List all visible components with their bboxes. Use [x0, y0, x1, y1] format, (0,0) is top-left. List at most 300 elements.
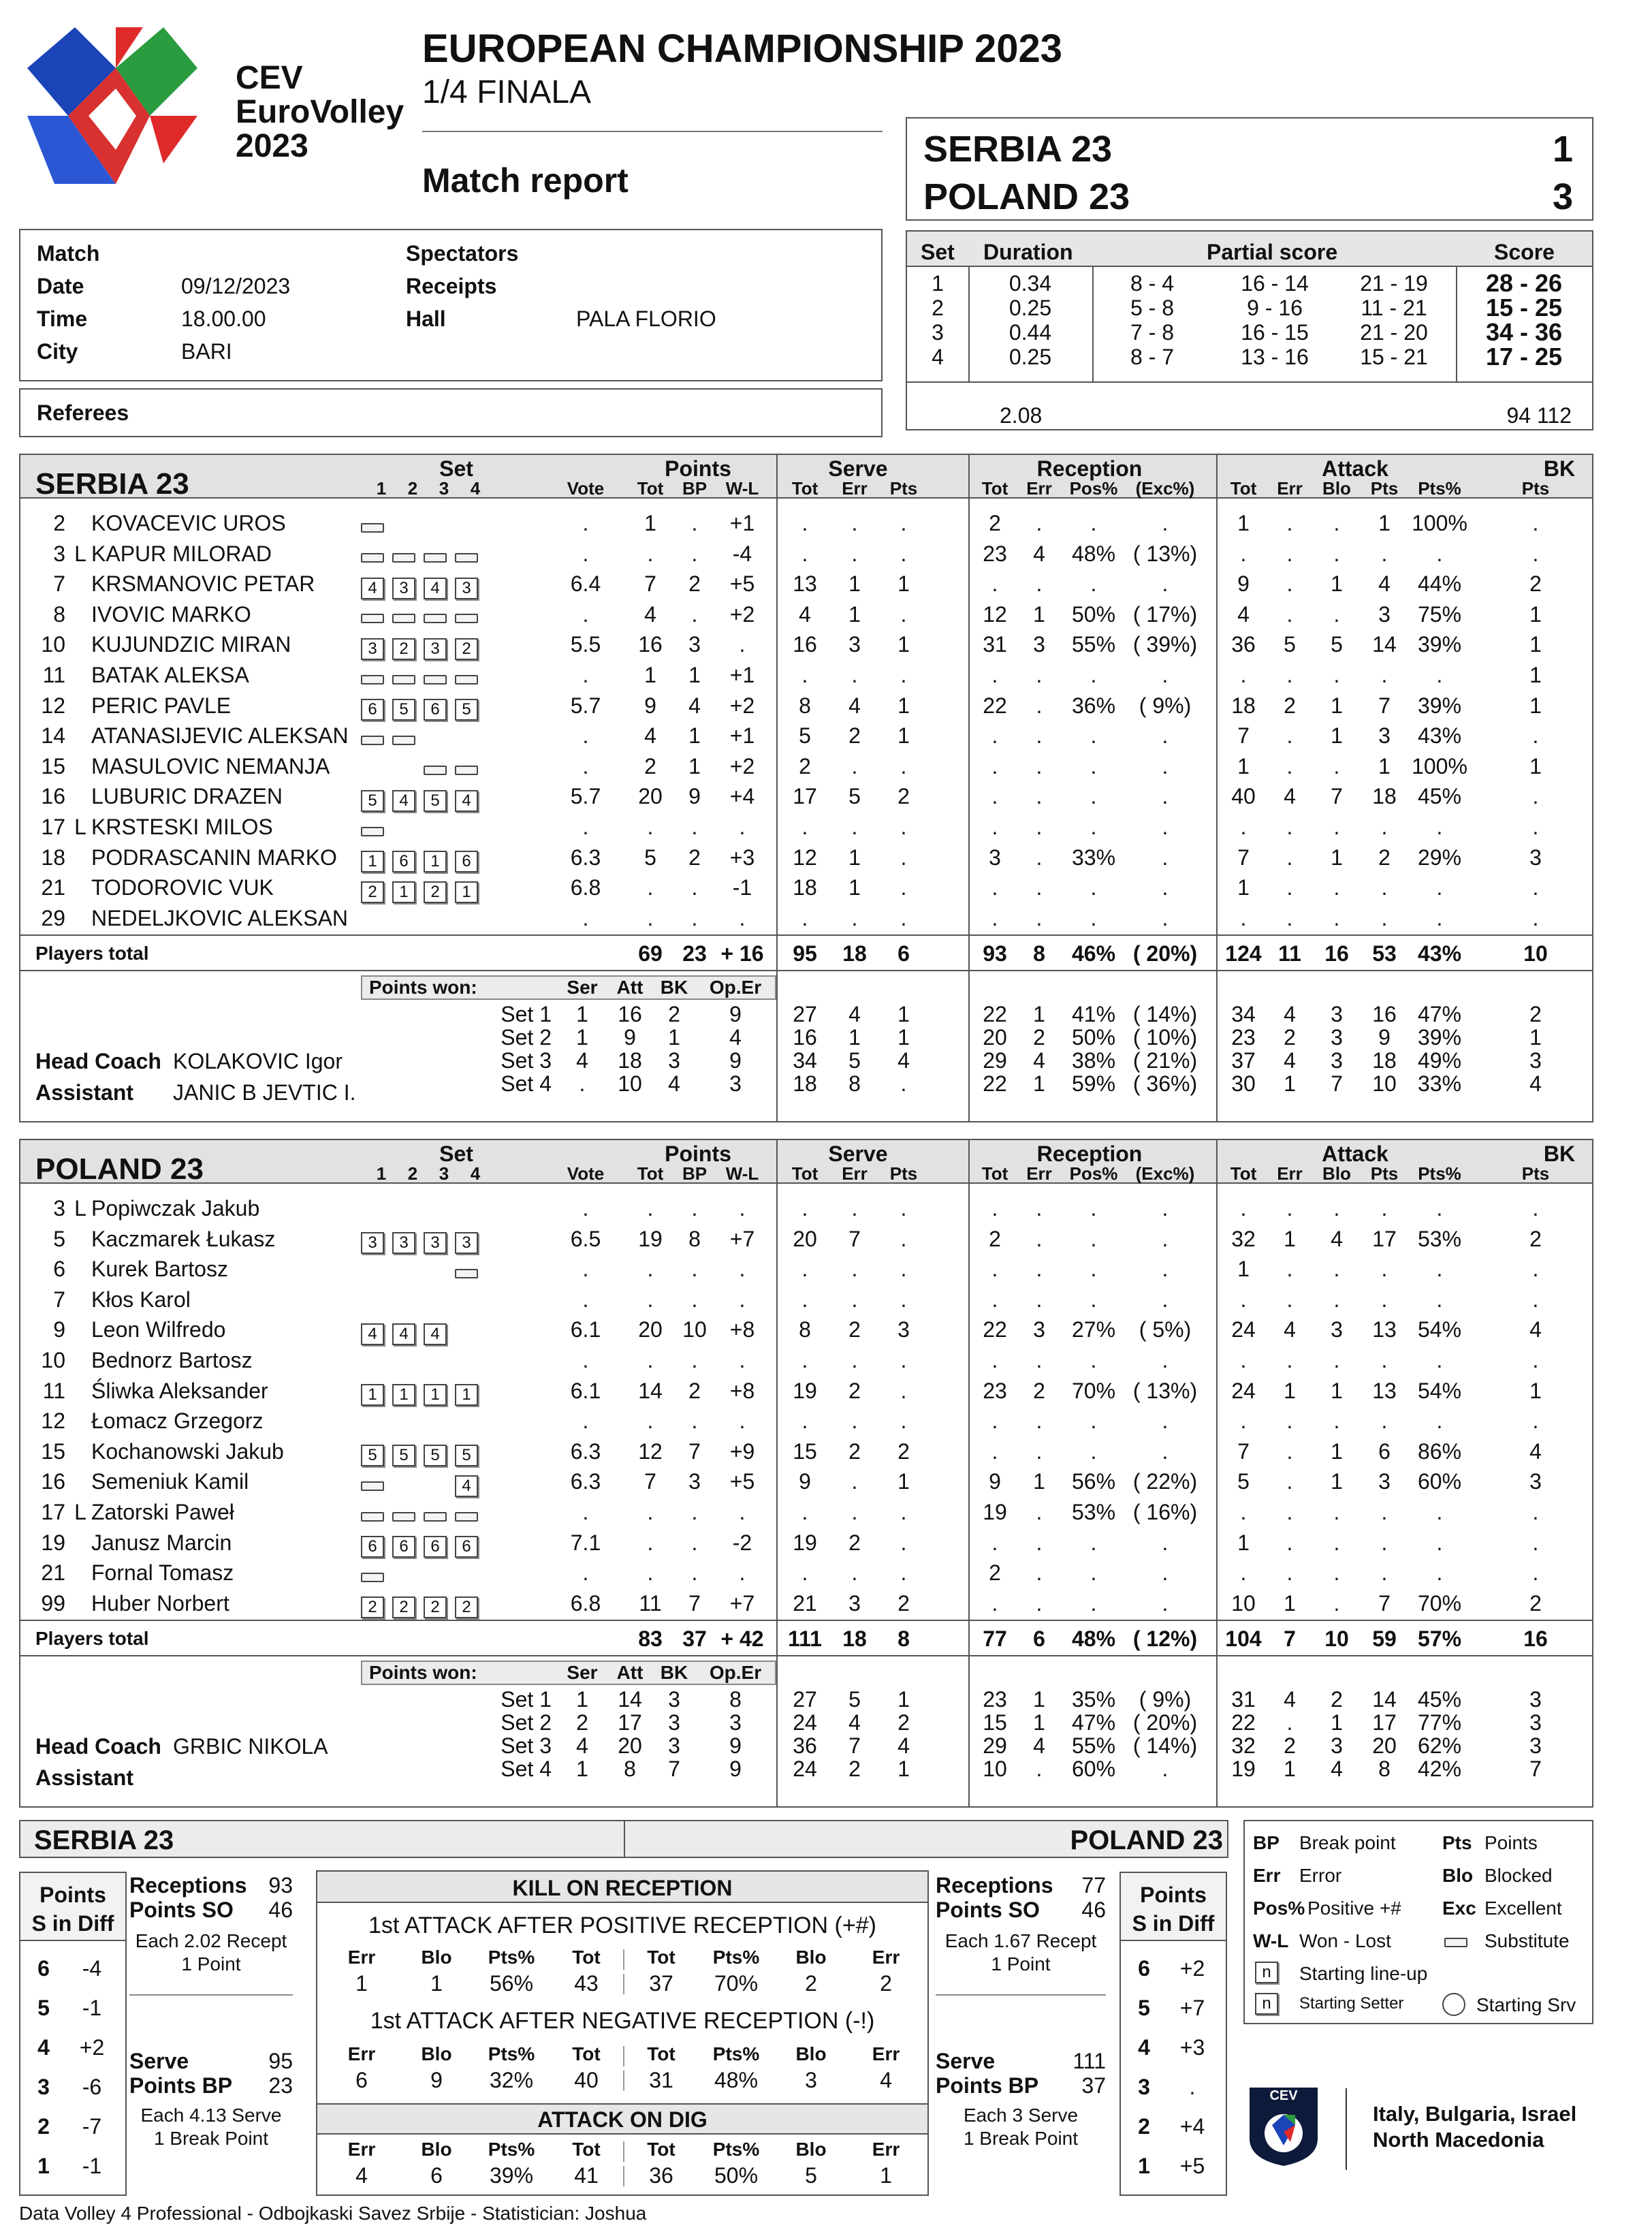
starting-position: 3: [361, 1232, 384, 1254]
legend-sub-icon: [1442, 1930, 1470, 1952]
rotation-number: 6: [37, 1956, 50, 1981]
stat-pt: .: [647, 815, 654, 839]
set-rt: 10: [983, 1757, 1007, 1782]
set-ab: 3: [1331, 1048, 1343, 1073]
set-partial-16: 16 - 14: [1241, 271, 1309, 296]
set-lineup: [357, 875, 482, 905]
kor-header: Err: [347, 2139, 376, 2160]
stat-apc: 54%: [1417, 1317, 1462, 1342]
starting-position: 1: [424, 1384, 447, 1406]
stat-ae: 4: [1284, 1317, 1296, 1342]
stat-bk: .: [1532, 1257, 1539, 1282]
total-bk: 10: [1523, 941, 1548, 966]
set-partial-8: 8 - 4: [1130, 271, 1175, 296]
stat-bp: .: [691, 905, 698, 930]
rotation-row: [20, 2145, 125, 2186]
neg-title: 1st ATTACK AFTER NEGATIVE RECEPTION (-!): [370, 2008, 875, 2034]
total-re: 8: [1033, 941, 1045, 966]
set-ser: 1: [576, 1687, 588, 1712]
kor-value: 36: [649, 2163, 673, 2188]
stat-st: 9: [799, 1469, 811, 1494]
set-rp: 60%: [1071, 1757, 1116, 1782]
stat-se: .: [851, 541, 858, 566]
stat-ae: .: [1286, 1348, 1293, 1372]
set-ap: 18: [1372, 1048, 1397, 1073]
stat-rp: 27%: [1071, 1317, 1116, 1342]
total-points: 94 112: [1506, 403, 1572, 428]
stat-bp: 3: [688, 1469, 701, 1494]
stat-rx: ( 17%): [1132, 601, 1198, 627]
set-apc: 33%: [1417, 1071, 1462, 1097]
set-sp: 4: [898, 1048, 910, 1073]
stat-rp: .: [1090, 1560, 1097, 1586]
set-partial-16: 16 - 15: [1241, 320, 1309, 345]
stat-rx: .: [1162, 875, 1169, 900]
player-number: 15: [41, 1438, 65, 1464]
stat-pt: 1: [644, 663, 656, 687]
set-digit: 3: [439, 478, 449, 499]
stat-rx: ( 13%): [1132, 541, 1198, 566]
kor-header: Pts%: [488, 2043, 535, 2064]
libero-mark: L: [74, 1500, 86, 1524]
sets-hdr-duration: Duration: [983, 240, 1073, 264]
kor-value: 31: [649, 2068, 673, 2092]
header-pts: Pts: [1521, 1163, 1550, 1184]
header-pos: Pos%: [1069, 1163, 1118, 1184]
stat-rx: .: [1162, 753, 1169, 778]
stat-v: .: [582, 541, 589, 566]
set-partial-21: 21 - 19: [1360, 271, 1428, 296]
set-ab: 3: [1331, 1733, 1343, 1759]
stat-re: .: [1036, 693, 1043, 718]
set-att: 18: [618, 1048, 642, 1073]
stat-wl: +2: [729, 753, 755, 778]
stat-v: 5.7: [570, 693, 601, 718]
player-number: 16: [41, 784, 65, 809]
total-apc: 43%: [1417, 941, 1462, 966]
stat-se: 2: [848, 723, 861, 749]
stat-st: 17: [793, 784, 817, 809]
set-ab: 3: [1331, 1025, 1343, 1050]
stat-rp: 36%: [1071, 693, 1116, 718]
starting-position: 4: [392, 1323, 415, 1345]
set-ser: .: [579, 1071, 586, 1097]
starting-position: 5: [392, 699, 415, 721]
stat-ap: .: [1381, 1409, 1388, 1434]
stat-bp: .: [691, 1287, 698, 1312]
stat-rp: .: [1090, 1590, 1097, 1616]
substitute-icon: [361, 675, 384, 685]
stat-sp: 1: [898, 571, 910, 597]
player-number: 16: [41, 1469, 65, 1494]
stat-ae: .: [1286, 723, 1293, 749]
total-sp: 6: [898, 941, 910, 966]
set-oper: 3: [729, 1710, 742, 1735]
set-st: 34: [793, 1048, 817, 1073]
stat-sp: .: [900, 601, 907, 627]
stat-v: .: [582, 815, 589, 839]
stat-st: .: [801, 1500, 808, 1524]
set-lineup: [357, 1227, 482, 1257]
set-partial-8: 7 - 8: [1130, 320, 1175, 345]
stat-at: .: [1240, 541, 1247, 566]
legend-blo-text: Blocked: [1484, 1865, 1553, 1886]
stat-rx: ( 9%): [1139, 693, 1192, 718]
stat-pt: 12: [638, 1438, 663, 1464]
stat-rt: .: [991, 723, 998, 749]
player-name: KUJUNDZIC MIRAN: [91, 632, 291, 657]
rotation-diff: -1: [82, 2154, 102, 2178]
set-partial-16: 9 - 16: [1247, 296, 1303, 320]
set-lineup: [357, 1196, 482, 1226]
set-label: Set 2: [501, 1025, 552, 1050]
stat-bk: 1: [1529, 753, 1542, 778]
total-re: 6: [1033, 1626, 1045, 1652]
starting-position: 1: [424, 851, 447, 872]
points-won-header: Points won:: [369, 977, 477, 998]
set-label: Set 1: [501, 1002, 552, 1027]
stat-ab: .: [1333, 1590, 1340, 1616]
stat-rec-label: Receptions: [129, 1873, 247, 1898]
players-total-label: Players total: [35, 1628, 149, 1650]
header-exc: (Exc%): [1135, 478, 1195, 499]
stat-se: .: [851, 905, 858, 930]
set-se: 2: [848, 1757, 861, 1782]
stat-one-bp: 1 Break Point: [153, 2128, 269, 2149]
stat-bp: 1: [688, 753, 701, 778]
stat-rt: .: [991, 1287, 998, 1312]
starting-position: 4: [455, 790, 478, 812]
set-att: 16: [618, 1002, 642, 1027]
stat-at: 40: [1231, 784, 1256, 809]
set-lineup: [357, 754, 482, 784]
stat-at: 18: [1231, 693, 1256, 718]
set-at: 19: [1231, 1757, 1256, 1782]
stat-re: .: [1036, 1560, 1043, 1586]
header-pts: Pts: [889, 1163, 918, 1184]
set-lineup: [357, 906, 482, 936]
stat-serve: 95: [268, 2049, 293, 2073]
left-so-bp-stats: [129, 1873, 293, 2193]
stat-re: .: [1036, 511, 1043, 535]
stat-rx: ( 5%): [1139, 1317, 1192, 1342]
stat-sp: .: [900, 1409, 907, 1434]
set-label: Set 3: [501, 1733, 552, 1759]
stat-sp: .: [900, 1348, 907, 1372]
set-ae: 1: [1284, 1071, 1296, 1097]
stat-apc: 45%: [1417, 784, 1462, 809]
set-lineup: [357, 845, 482, 875]
stat-v: .: [582, 601, 589, 627]
stat-se: 4: [848, 693, 861, 718]
stat-pt: .: [647, 1530, 654, 1555]
result-box: [906, 117, 1593, 221]
legend-exc: Exc: [1442, 1898, 1476, 1919]
stat-v: .: [582, 1257, 589, 1282]
rotation-number: 4: [1138, 2035, 1150, 2060]
kor-value: 4: [880, 2068, 892, 2092]
set-bk-blocks: 3: [1529, 1710, 1542, 1735]
stat-v: .: [582, 753, 589, 778]
set-re: 1: [1033, 1071, 1045, 1097]
kor-header: Pts%: [712, 2139, 760, 2160]
set-ap: 9: [1378, 1025, 1391, 1050]
stat-rp: .: [1090, 511, 1097, 535]
stat-re: 3: [1033, 1317, 1045, 1342]
total-rt: 93: [983, 941, 1007, 966]
set-stat-row: [20, 1711, 1592, 1734]
stat-ab: .: [1333, 815, 1340, 839]
stat-ap: .: [1381, 1196, 1388, 1221]
set-bk: 3: [668, 1733, 680, 1759]
stat-st: 2: [799, 753, 811, 778]
player-row: [20, 1193, 1592, 1223]
set-att: 10: [618, 1071, 642, 1097]
stat-rx: .: [1162, 905, 1169, 930]
stat-wl: .: [739, 1409, 746, 1434]
stat-bp: 9: [688, 784, 701, 809]
kor-header: Blo: [421, 2043, 452, 2064]
substitute-icon: [392, 614, 415, 623]
stat-sp: 1: [898, 693, 910, 718]
stat-bk: 1: [1529, 693, 1542, 718]
player-name: LUBURIC DRAZEN: [91, 784, 283, 809]
starting-position: 3: [361, 638, 384, 660]
stat-rx: .: [1162, 1590, 1169, 1616]
stat-v: 6.8: [570, 1590, 601, 1616]
stat-rt: .: [991, 1409, 998, 1434]
set-bk: 3: [668, 1687, 680, 1712]
stat-apc: 75%: [1417, 601, 1462, 627]
set-lineup: [357, 1591, 482, 1621]
hall-value: PALA FLORIO: [576, 306, 716, 331]
total-ap: 59: [1372, 1626, 1397, 1652]
rotation-number: 1: [37, 2154, 50, 2178]
stat-one-point: 1 Point: [991, 1953, 1051, 1975]
stat-pt: .: [647, 1409, 654, 1434]
player-name: Śliwka Aleksander: [91, 1378, 268, 1403]
stat-wl: +2: [729, 601, 755, 627]
player-number: 7: [53, 571, 65, 597]
kor-title: KILL ON RECEPTION: [512, 1876, 733, 1900]
starting-position: 3: [455, 1232, 478, 1254]
starting-position: 4: [361, 578, 384, 599]
total-rx: ( 12%): [1132, 1626, 1198, 1652]
kor-header: Blo: [795, 1947, 827, 1968]
set-bk: 4: [668, 1071, 680, 1097]
stat-ae: .: [1286, 1287, 1293, 1312]
stat-at: 1: [1237, 753, 1250, 778]
stat-ae: .: [1286, 541, 1293, 566]
stat-apc: .: [1436, 1530, 1443, 1555]
points-won-header: BK: [660, 1662, 688, 1684]
stat-bp: 8: [688, 1226, 701, 1251]
stat-rx: .: [1162, 511, 1169, 535]
stat-ap: .: [1381, 1348, 1388, 1372]
header-pts: Pts: [1521, 478, 1550, 499]
stat-sp: 2: [898, 784, 910, 809]
referees-box: [19, 388, 883, 437]
stat-sp: 3: [898, 1317, 910, 1342]
player-name: Janusz Marcin: [91, 1530, 232, 1555]
header-vote: Vote: [567, 1163, 605, 1184]
stat-v: .: [582, 663, 589, 687]
players-total-label: Players total: [35, 943, 149, 964]
rotation-diff: -1: [82, 1996, 102, 2020]
stat-pt: 4: [644, 601, 656, 627]
stat-wl: +3: [729, 845, 755, 870]
stat-pbp: 23: [268, 2073, 293, 2098]
stat-st: 21: [793, 1590, 817, 1616]
referees-label: Referees: [37, 400, 129, 425]
stat-rx: .: [1162, 1438, 1169, 1464]
stat-v: .: [582, 1348, 589, 1372]
player-number: 99: [41, 1590, 65, 1616]
set-duration: 0.25: [1008, 296, 1052, 320]
header-tot: Tot: [981, 478, 1008, 499]
substitute-icon: [455, 766, 478, 775]
header-blo: Blo: [1322, 1163, 1351, 1184]
stat-rt: 23: [983, 1378, 1007, 1403]
player-name: PERIC PAVLE: [91, 693, 232, 718]
kor-value: 43: [574, 1971, 599, 1996]
kor-value: 48%: [714, 2068, 759, 2092]
legend-srv-icon: [1442, 1993, 1465, 2016]
stat-st: .: [801, 541, 808, 566]
city-label: City: [37, 339, 78, 364]
stat-v: 6.3: [570, 1469, 601, 1494]
stat-re: 4: [1033, 541, 1045, 566]
rotation-number: 4: [37, 2035, 50, 2060]
stat-ap: 13: [1372, 1317, 1397, 1342]
hall-label: Hall: [406, 306, 446, 331]
player-number: 21: [41, 875, 65, 900]
legend-bp-text: Break point: [1299, 1832, 1396, 1853]
set-digit: 1: [376, 1163, 387, 1184]
rotation-row: [1121, 2066, 1226, 2107]
stat-at: 7: [1237, 845, 1250, 870]
player-row: [20, 1497, 1592, 1527]
set-partial-21: 21 - 20: [1360, 320, 1428, 345]
set-label: Set 1: [501, 1687, 552, 1712]
points-won-header: Ser: [567, 977, 598, 998]
set-digit: 4: [470, 1163, 481, 1184]
set-ap: 17: [1372, 1710, 1397, 1735]
stat-re: .: [1036, 905, 1043, 930]
stat-ap: 17: [1372, 1226, 1397, 1251]
stat-v: 6.8: [570, 875, 601, 900]
player-name: Kurek Bartosz: [91, 1257, 228, 1282]
set-partial-8: 8 - 7: [1130, 345, 1175, 369]
stat-at: .: [1240, 815, 1247, 839]
players-total-row: [20, 939, 1592, 969]
stat-se: 7: [848, 1226, 861, 1251]
set-at: 23: [1231, 1025, 1256, 1050]
kor-value: 50%: [714, 2163, 759, 2188]
rotation-diff: +5: [1179, 2154, 1205, 2178]
stat-at: 36: [1231, 632, 1256, 657]
rotation-number: 2: [37, 2114, 50, 2139]
stat-rt: 12: [983, 601, 1007, 627]
header-tot: Tot: [1230, 478, 1257, 499]
set-ae: 4: [1284, 1687, 1296, 1712]
set-se: 8: [848, 1071, 861, 1097]
spectators-label: Spectators: [406, 241, 519, 266]
stat-apc: 39%: [1417, 632, 1462, 657]
player-number: 3: [53, 1196, 65, 1221]
stat-apc: .: [1436, 875, 1443, 900]
stat-apc: .: [1436, 1257, 1443, 1282]
stat-wl: +5: [729, 571, 755, 597]
head-coach-name: GRBIC NIKOLA: [173, 1734, 328, 1759]
player-row: [20, 1558, 1592, 1588]
stat-st: .: [801, 663, 808, 687]
stat-st: .: [801, 1560, 808, 1586]
stat-sp: .: [900, 1287, 907, 1312]
stat-bp: .: [691, 1348, 698, 1372]
stat-pt: 7: [644, 571, 656, 597]
stat-bk: .: [1532, 511, 1539, 535]
substitute-icon: [424, 766, 447, 775]
set-digit: 2: [407, 1163, 418, 1184]
kor-header: Tot: [572, 1947, 601, 1968]
set-stat-row: [20, 1026, 1592, 1049]
stat-wl: .: [739, 1196, 746, 1221]
header-pts: Pts: [889, 478, 918, 499]
stat-sp: .: [900, 1257, 907, 1282]
set-at: 31: [1231, 1687, 1256, 1712]
report-title: Match report: [422, 161, 629, 200]
stat-at: .: [1240, 905, 1247, 930]
substitute-icon: [361, 1481, 384, 1491]
player-number: 18: [41, 845, 65, 870]
stat-at: 4: [1237, 601, 1250, 627]
stat-bk: 1: [1529, 601, 1542, 627]
total-ae: 7: [1284, 1626, 1296, 1652]
stat-bk: 4: [1529, 1317, 1542, 1342]
stat-at: .: [1240, 1500, 1247, 1524]
kor-value: 1: [430, 1971, 443, 1996]
stat-serve-label: Serve: [129, 2049, 189, 2073]
set-apc: 77%: [1417, 1710, 1462, 1735]
stat-sp: .: [900, 753, 907, 778]
total-ap: 53: [1372, 941, 1397, 966]
starting-position: 4: [361, 1323, 384, 1345]
stat-at: 1: [1237, 1530, 1250, 1555]
kor-value: 1: [880, 2163, 892, 2188]
set-ae: 4: [1284, 1002, 1296, 1027]
kor-header: Pts%: [712, 2043, 760, 2064]
player-name: Semeniuk Kamil: [91, 1469, 249, 1494]
starting-position: 6: [455, 851, 478, 872]
player-name: PODRASCANIN MARKO: [91, 845, 337, 870]
stat-rx: .: [1162, 1530, 1169, 1555]
rotation-row: [20, 2106, 125, 2147]
set-rt: 23: [983, 1687, 1007, 1712]
stat-rp: .: [1090, 875, 1097, 900]
starting-position: 5: [424, 790, 447, 812]
stat-ae: .: [1286, 663, 1293, 687]
stat-rec-label: Receptions: [936, 1873, 1053, 1898]
stat-ap: 13: [1372, 1378, 1397, 1403]
starting-position: 6: [424, 699, 447, 721]
legend-err: Err: [1253, 1865, 1281, 1886]
stat-rt: .: [991, 875, 998, 900]
stat-se: 1: [848, 601, 861, 627]
stat-rt: .: [991, 1590, 998, 1616]
stat-re: .: [1036, 1348, 1043, 1372]
time-label: Time: [37, 306, 88, 331]
